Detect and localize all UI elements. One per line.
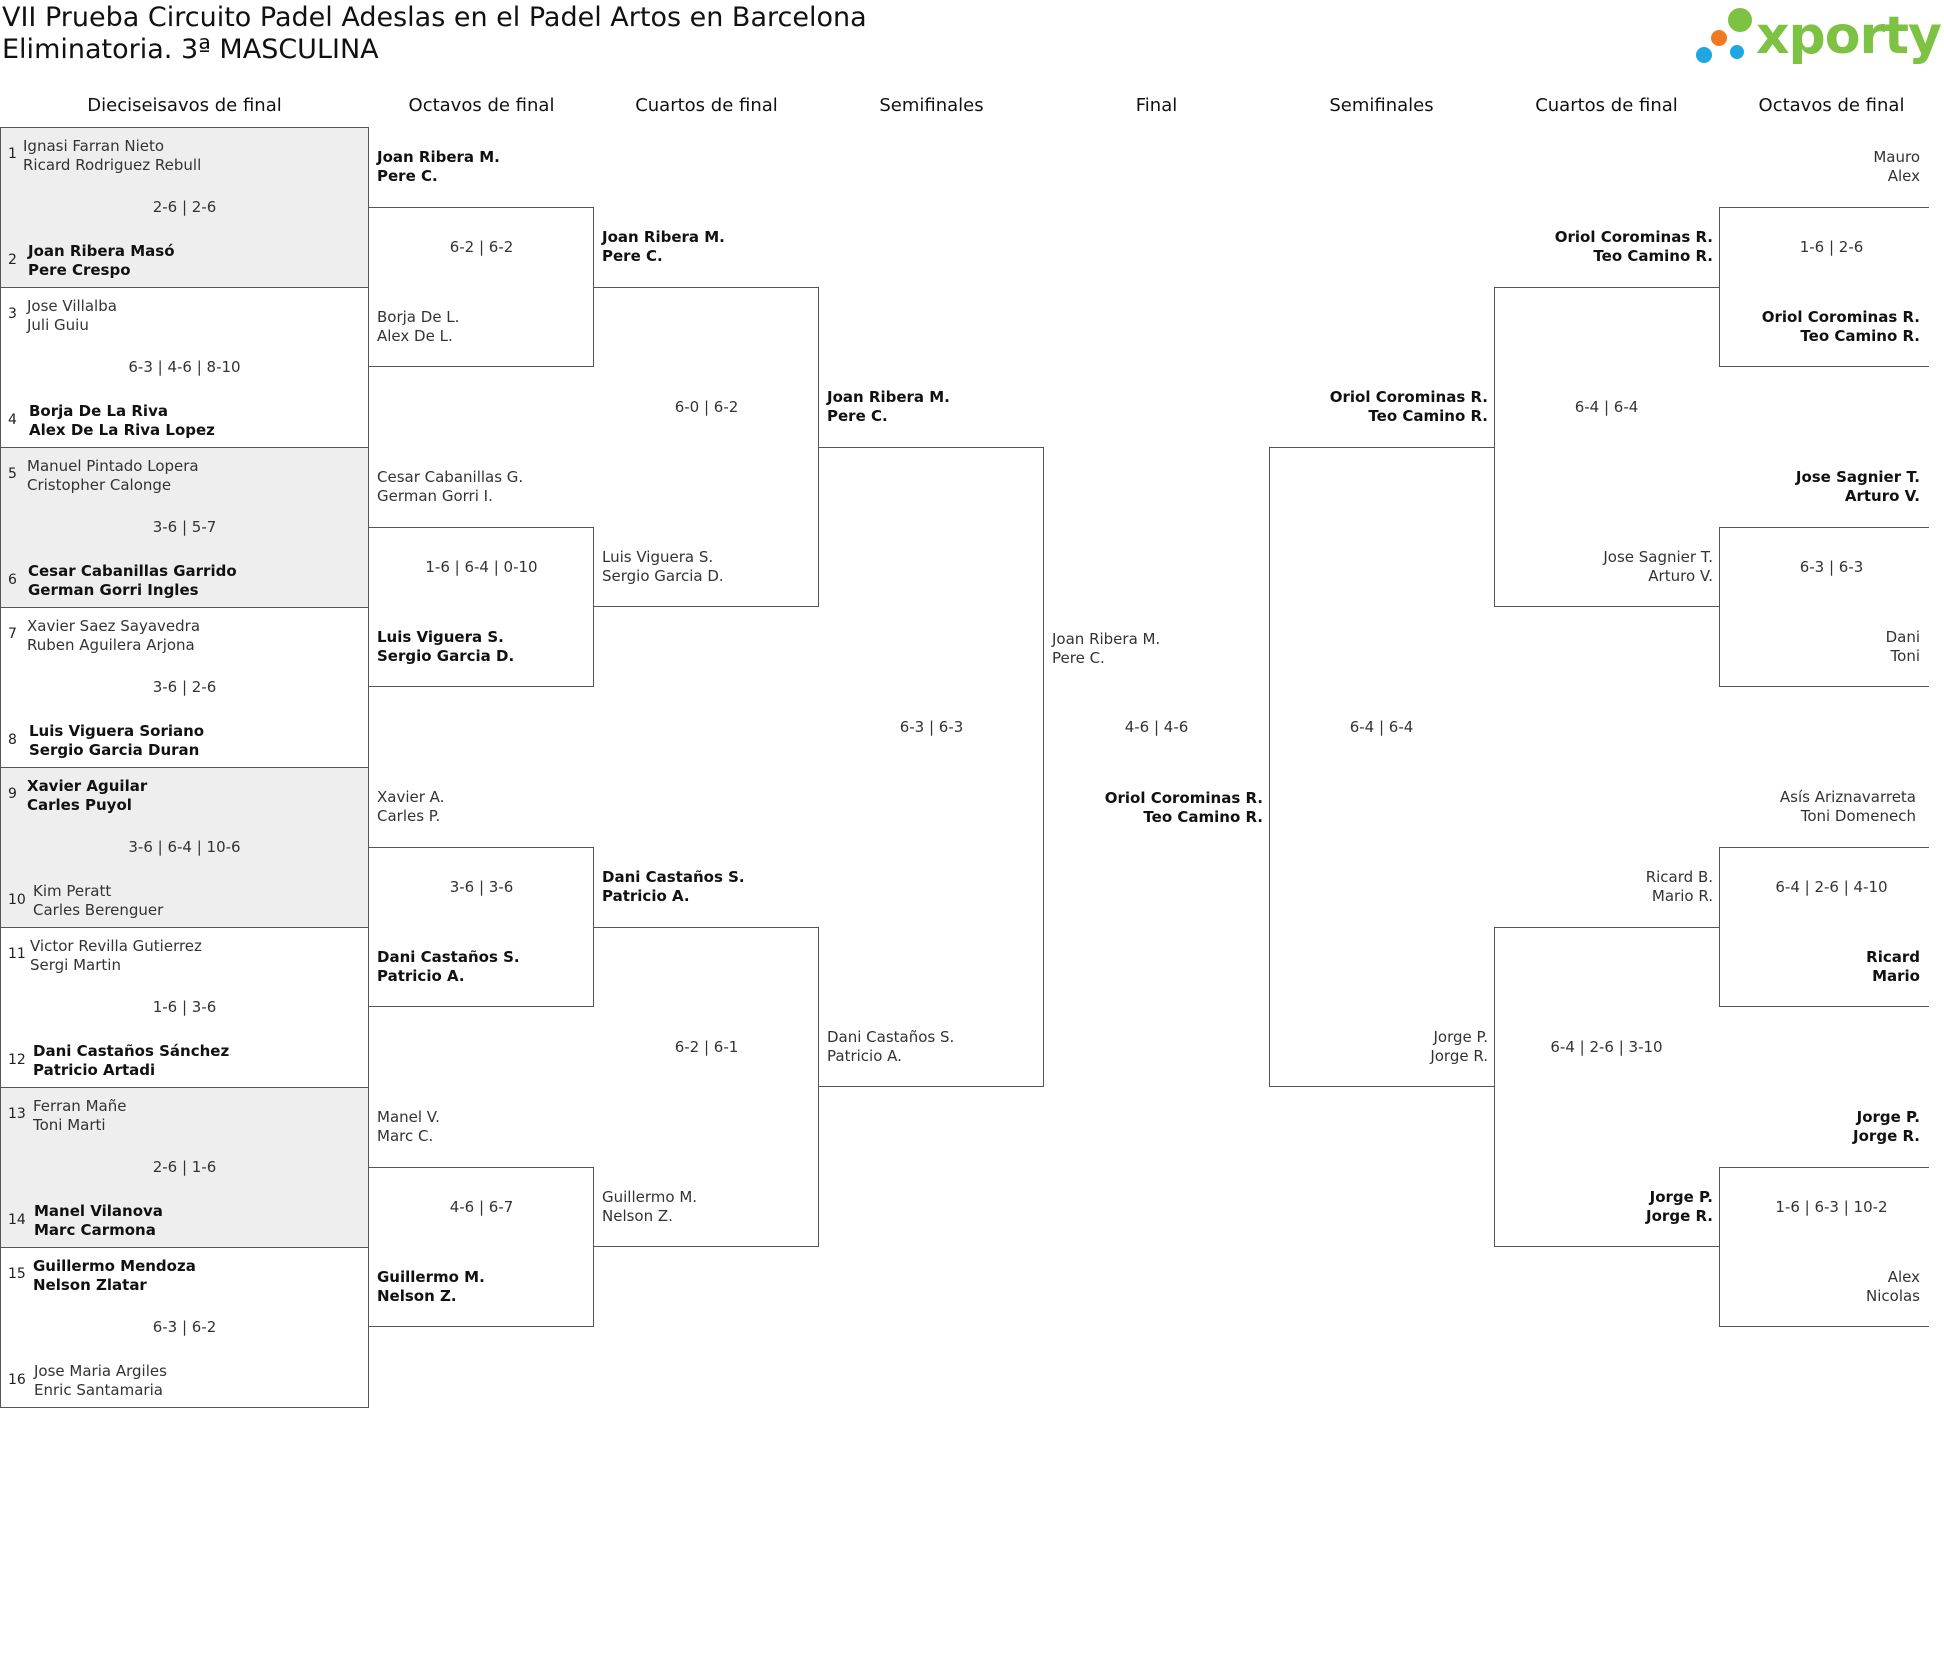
team-label[interactable]: Manel V. Marc C.: [377, 1108, 440, 1145]
first-round-match: [0, 927, 369, 1088]
team-label[interactable]: Alex Nicolas: [1866, 1268, 1920, 1305]
team-label[interactable]: Ricard B. Mario R.: [1645, 868, 1713, 905]
round-header: Final: [1135, 95, 1178, 116]
seed-number: 5: [8, 466, 17, 482]
seed-number: 8: [8, 732, 17, 748]
match-score: 3-6 | 2-6: [152, 678, 217, 696]
team-label[interactable]: Joan Ribera M. Pere C.: [827, 388, 950, 425]
team-label[interactable]: Joan Ribera M. Pere C.: [377, 148, 500, 185]
match-score: 6-4 | 6-4: [1574, 398, 1639, 416]
seed-number: 7: [8, 626, 17, 642]
team-label[interactable]: Jose Sagnier T. Arturo V.: [1603, 548, 1713, 585]
team-label[interactable]: Borja De L. Alex De L.: [377, 308, 460, 345]
team-label[interactable]: Dani Castaños S. Patricio A.: [377, 948, 520, 985]
team-label[interactable]: Jose Sagnier T. Arturo V.: [1795, 468, 1920, 505]
team-label[interactable]: Luis Viguera S. Sergio Garcia D.: [377, 628, 515, 665]
team-names[interactable]: Victor Revilla Gutierrez Sergi Martin: [30, 937, 202, 974]
seed-number: 4: [8, 412, 17, 428]
team-label[interactable]: Xavier A. Carles P.: [377, 788, 445, 825]
round-header: Dieciseisavos de final: [87, 95, 282, 116]
first-round-match: [0, 447, 369, 608]
team-names[interactable]: Manel Vilanova Marc Carmona: [34, 1202, 163, 1239]
team-label[interactable]: Jorge P. Jorge R.: [1853, 1108, 1920, 1145]
match-score: 6-4 | 2-6 | 3-10: [1550, 1038, 1663, 1056]
round-header: Cuartos de final: [635, 95, 778, 116]
match-score: 6-3 | 4-6 | 8-10: [128, 358, 241, 376]
first-round-match: [0, 1247, 369, 1408]
match-score: 3-6 | 6-4 | 10-6: [128, 838, 241, 856]
team-names[interactable]: Luis Viguera Soriano Sergio Garcia Duran: [29, 722, 205, 759]
team-names[interactable]: Jose Villalba Juli Guiu: [27, 297, 117, 334]
seed-number: 10: [8, 892, 26, 908]
bracket-connector: [1269, 447, 1494, 1087]
match-score: 6-2 | 6-2: [449, 238, 514, 256]
seed-number: 1: [8, 146, 17, 162]
first-round-match: [0, 127, 369, 288]
final-team-right[interactable]: Oriol Corominas R. Teo Camino R.: [1104, 789, 1263, 826]
match-score: 3-6 | 3-6: [449, 878, 514, 896]
match-score: 4-6 | 6-7: [449, 1198, 514, 1216]
team-names[interactable]: Kim Peratt Carles Berenguer: [33, 882, 164, 919]
seed-number: 14: [8, 1212, 26, 1228]
seed-number: 15: [8, 1266, 26, 1282]
round-header: Semifinales: [879, 95, 984, 116]
first-round-match: [0, 1087, 369, 1248]
team-names[interactable]: Ferran Mañe Toni Marti: [33, 1097, 127, 1134]
match-score: 1-6 | 6-3 | 10-2: [1775, 1198, 1888, 1216]
seed-number: 12: [8, 1052, 26, 1068]
match-score: 2-6 | 2-6: [152, 198, 217, 216]
team-label[interactable]: Mauro Alex: [1873, 148, 1920, 185]
match-score: 6-3 | 6-3: [1799, 558, 1864, 576]
match-score: 6-4 | 6-4: [1349, 718, 1414, 736]
team-label[interactable]: Dani Castaños S. Patricio A.: [602, 868, 745, 905]
team-label[interactable]: Jorge P. Jorge R.: [1430, 1028, 1488, 1065]
team-label[interactable]: Oriol Corominas R. Teo Camino R.: [1761, 308, 1920, 345]
team-label[interactable]: Luis Viguera S. Sergio Garcia D.: [602, 548, 724, 585]
team-names[interactable]: Cesar Cabanillas Garrido German Gorri Ingles: [28, 562, 237, 599]
team-label[interactable]: Dani Castaños S. Patricio A.: [827, 1028, 955, 1065]
team-label[interactable]: Asís Ariznavarreta Toni Domenech: [1779, 788, 1916, 825]
team-names[interactable]: Guillermo Mendoza Nelson Zlatar: [33, 1257, 196, 1294]
team-names[interactable]: Manuel Pintado Lopera Cristopher Calonge: [27, 457, 199, 494]
team-names[interactable]: Joan Ribera Masó Pere Crespo: [28, 242, 175, 279]
match-score: 1-6 | 6-4 | 0-10: [425, 558, 538, 576]
round-header: Cuartos de final: [1535, 95, 1678, 116]
match-score: 6-0 | 6-2: [674, 398, 739, 416]
round-header: Semifinales: [1329, 95, 1434, 116]
first-round-match: [0, 607, 369, 768]
seed-number: 2: [8, 252, 17, 268]
bracket-connector: [819, 447, 1044, 1087]
team-names[interactable]: Xavier Saez Sayavedra Ruben Aguilera Arjona: [27, 617, 201, 654]
team-label[interactable]: Cesar Cabanillas G. German Gorri I.: [377, 468, 524, 505]
match-score: 6-4 | 2-6 | 4-10: [1775, 878, 1888, 896]
match-score: 1-6 | 3-6: [152, 998, 217, 1016]
seed-number: 11: [8, 946, 26, 962]
team-label[interactable]: Oriol Corominas R. Teo Camino R.: [1554, 228, 1713, 265]
seed-number: 13: [8, 1106, 26, 1122]
seed-number: 3: [8, 306, 17, 322]
first-round-match: [0, 287, 369, 448]
team-names[interactable]: Borja De La Riva Alex De La Riva Lopez: [29, 402, 215, 439]
team-label[interactable]: Dani Toni: [1885, 628, 1920, 665]
match-score: 3-6 | 5-7: [152, 518, 217, 536]
seed-number: 6: [8, 572, 17, 588]
match-score: 1-6 | 2-6: [1799, 238, 1864, 256]
team-label[interactable]: Oriol Corominas R. Teo Camino R.: [1329, 388, 1488, 425]
round-header: Octavos de final: [408, 95, 555, 116]
xporty-logo[interactable]: [1692, 4, 1941, 68]
logo-dots-icon: [1692, 4, 1756, 68]
page-title: VII Prueba Circuito Padel Adeslas en el Padel Artos en Barcelona: [2, 2, 867, 33]
team-names[interactable]: Xavier Aguilar Carles Puyol: [27, 777, 148, 814]
team-names[interactable]: Dani Castaños Sánchez Patricio Artadi: [33, 1042, 230, 1079]
seed-number: 9: [8, 786, 17, 802]
final-score: 4-6 | 4-6: [1124, 718, 1189, 736]
seed-number: 16: [8, 1372, 26, 1388]
match-score: 6-3 | 6-3: [899, 718, 964, 736]
first-round-match: [0, 767, 369, 928]
match-score: 6-2 | 6-1: [674, 1038, 739, 1056]
team-label[interactable]: Guillermo M. Nelson Z.: [377, 1268, 485, 1305]
team-label[interactable]: Guillermo M. Nelson Z.: [602, 1188, 698, 1225]
page-subtitle: Eliminatoria. 3ª MASCULINA: [2, 34, 379, 65]
team-names[interactable]: Ignasi Farran Nieto Ricard Rodriguez Rebull: [23, 137, 202, 174]
logo-text: xporty: [1756, 6, 1941, 66]
match-score: 2-6 | 1-6: [152, 1158, 217, 1176]
team-label[interactable]: Ricard Mario: [1866, 948, 1920, 985]
team-names[interactable]: Jose Maria Argiles Enric Santamaria: [34, 1362, 167, 1399]
match-score: 6-3 | 6-2: [152, 1318, 217, 1336]
round-header: Octavos de final: [1758, 95, 1905, 116]
final-team-left[interactable]: Joan Ribera M. Pere C.: [1052, 630, 1161, 667]
team-label[interactable]: Jorge P. Jorge R.: [1646, 1188, 1713, 1225]
team-label[interactable]: Joan Ribera M. Pere C.: [602, 228, 725, 265]
